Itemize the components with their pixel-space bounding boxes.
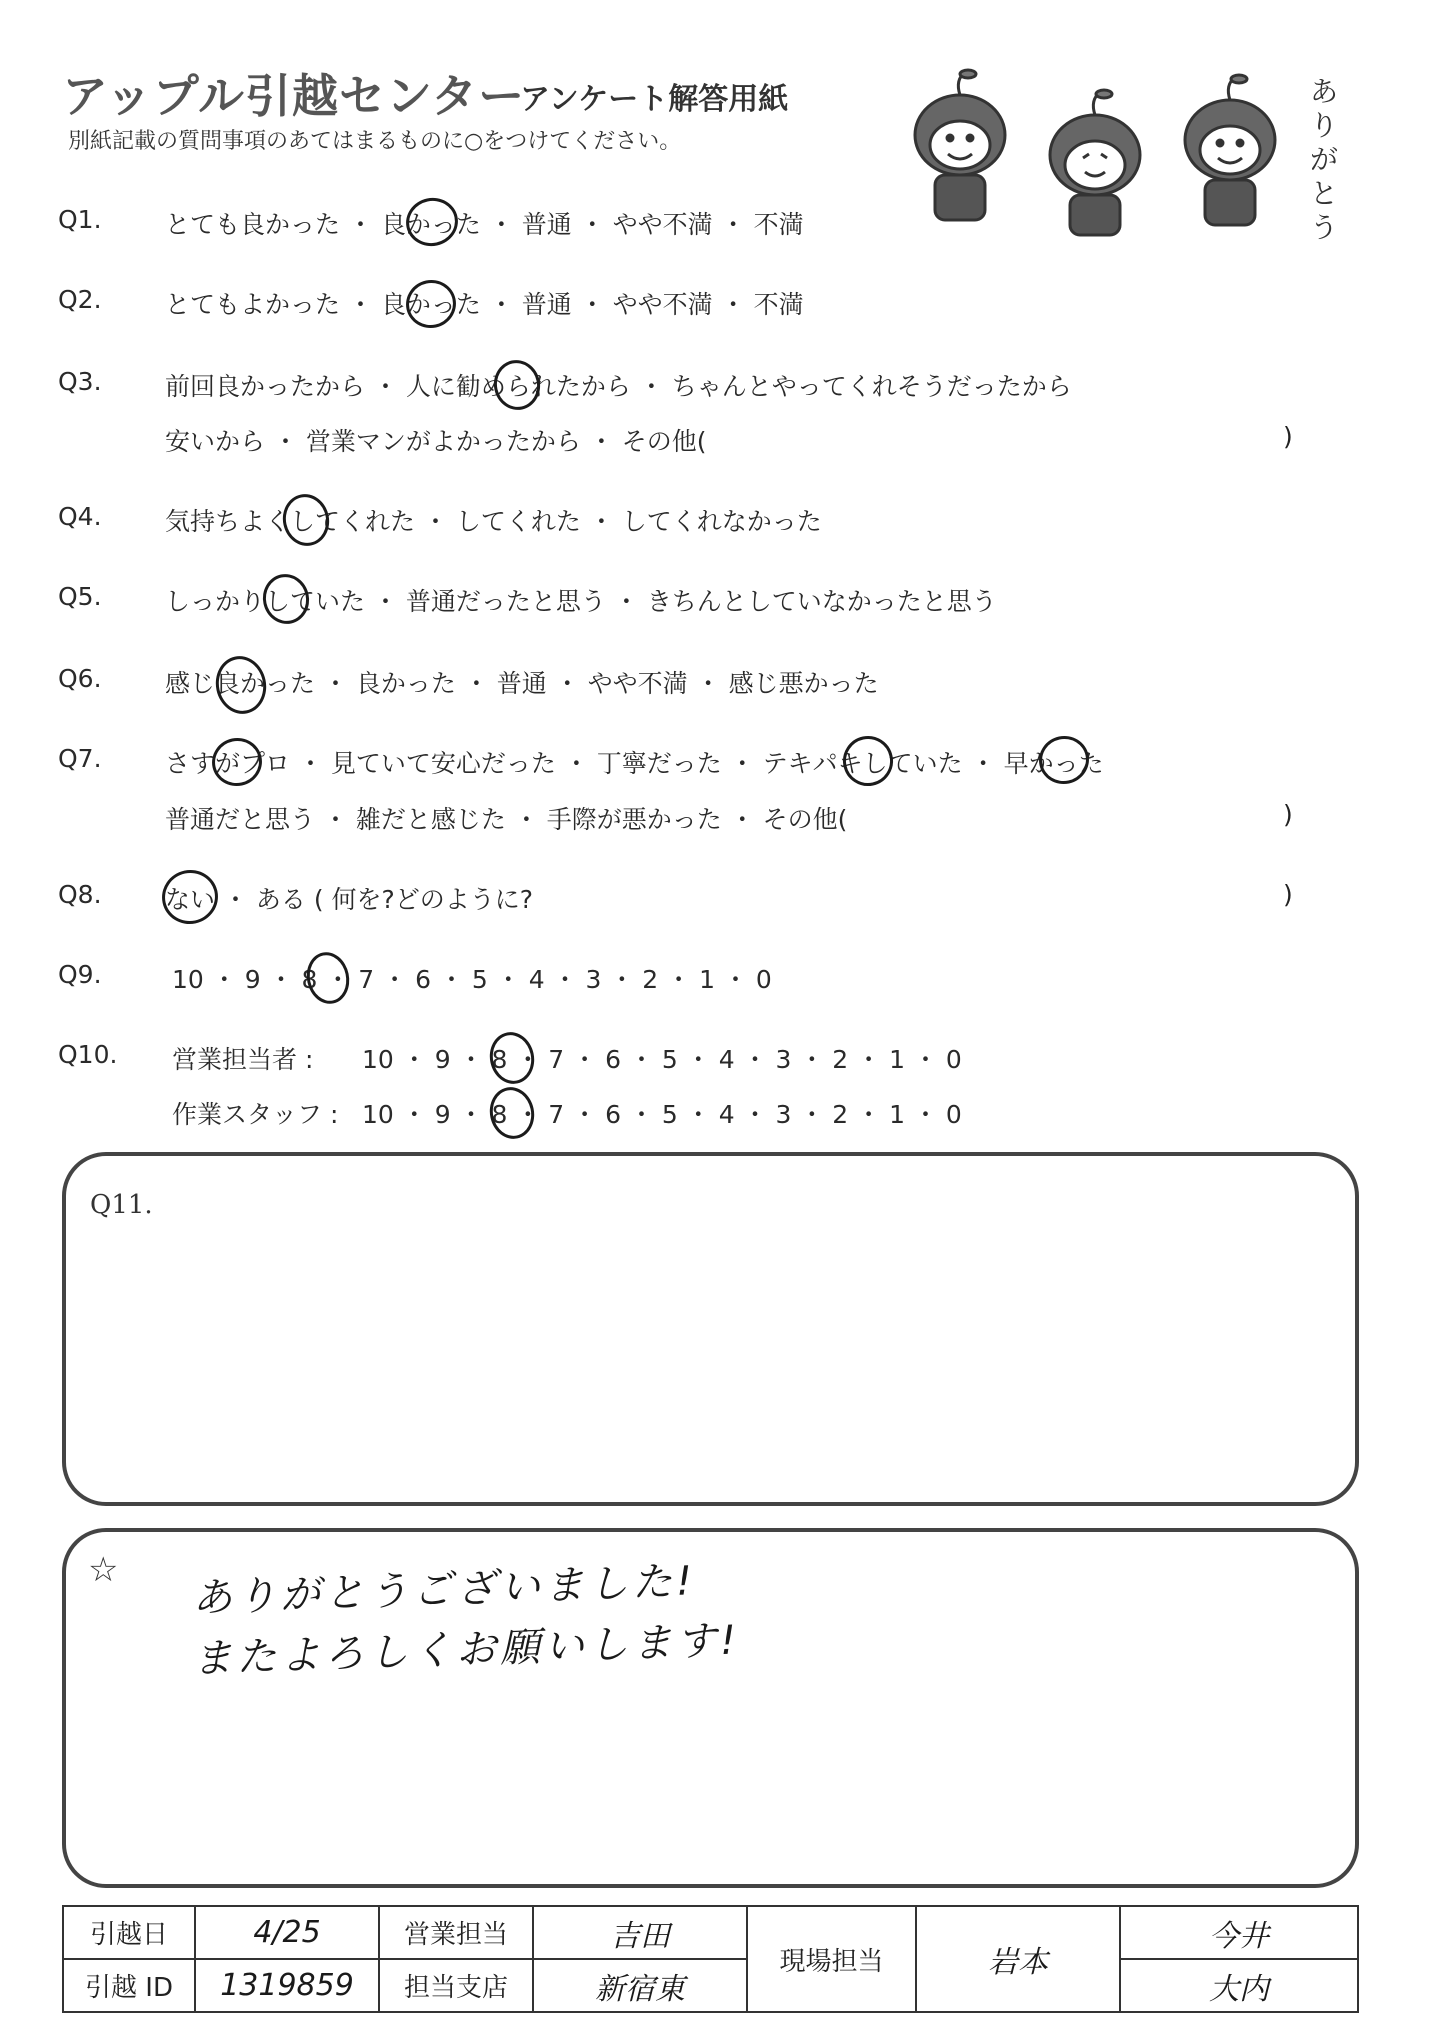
q4-label: Q4.	[58, 502, 102, 531]
page-subtitle: アンケート解答用紙	[520, 82, 789, 117]
answer-circle-mark	[838, 731, 897, 790]
q1-options[interactable]: とても良かった ・ 良かった ・ 普通 ・ やや不満 ・ 不満	[165, 210, 804, 239]
monkey-icon	[1185, 75, 1275, 225]
answer-circle-mark	[211, 651, 272, 718]
answer-circle-mark	[157, 865, 223, 929]
q10-sales-label: 営業担当者 :	[172, 1045, 314, 1074]
q9-label: Q9.	[58, 960, 102, 989]
q10-staff-scale[interactable]: 10 ・ 9 ・ 8 ・ 7 ・ 6 ・ 5 ・ 4 ・ 3 ・ 2 ・ 1 ・ 0	[362, 1100, 962, 1129]
q3-options-line2[interactable]: 安いから ・ 営業マンがよかったから ・ その他(	[165, 427, 707, 456]
moving-id-value[interactable]: 1319859	[195, 1959, 379, 2012]
comment-line-2: またよろしくお願いします!	[191, 1617, 741, 1683]
q5-options[interactable]: しっかりしていた ・ 普通だったと思う ・ きちんとしていなかったと思う	[165, 587, 997, 616]
q6-label: Q6.	[58, 664, 102, 693]
q3-close-paren: )	[1283, 422, 1293, 451]
answer-circle-mark	[489, 356, 544, 414]
answer-circle-mark	[208, 733, 267, 790]
monkey-icon	[1050, 90, 1140, 235]
answer-circle-mark	[302, 948, 354, 1008]
answer-circle-mark	[278, 490, 334, 550]
q5-label: Q5.	[58, 582, 102, 611]
q8-close-paren: )	[1283, 880, 1293, 909]
site-rep-2-value[interactable]: 今井	[1120, 1906, 1358, 1959]
branch-value[interactable]: 新宿東	[533, 1959, 747, 2012]
q7-label: Q7.	[58, 744, 102, 773]
answer-circle-mark	[402, 275, 461, 332]
q6-options[interactable]: 感じ良かった ・ 良かった ・ 普通 ・ やや不満 ・ 感じ悪かった	[165, 669, 879, 698]
moving-date-value[interactable]: 4/25	[195, 1906, 379, 1959]
star-icon: ☆	[88, 1550, 119, 1590]
q8-options[interactable]: ない ・ ある ( 何を?どのように?	[165, 885, 534, 914]
q7-options-line2[interactable]: 普通だと思う ・ 雑だと感じた ・ 手際が悪かった ・ その他(	[165, 805, 848, 834]
q2-options[interactable]: とてもよかった ・ 良かった ・ 普通 ・ やや不満 ・ 不満	[165, 290, 804, 319]
sales-rep-label: 営業担当	[379, 1906, 533, 1959]
answer-circle-mark	[402, 193, 463, 251]
site-rep-1-value[interactable]: 岩本	[916, 1906, 1120, 2012]
q3-label: Q3.	[58, 367, 102, 396]
monkey-icon	[915, 70, 1005, 220]
q1-label: Q1.	[58, 205, 102, 234]
q10-sales-scale[interactable]: 10 ・ 9 ・ 8 ・ 7 ・ 6 ・ 5 ・ 4 ・ 3 ・ 2 ・ 1 ・ 0	[362, 1045, 962, 1074]
page-title: アップル引越センター	[62, 69, 526, 123]
comment-box[interactable]	[62, 1528, 1359, 1888]
q7-options-line1[interactable]: さすがプロ ・ 見ていて安心だった ・ 丁寧だった ・ テキパキしていた ・ 早かった	[165, 749, 1104, 778]
mascot-caption: ありがとう	[1310, 75, 1339, 244]
site-rep-label: 現場担当	[747, 1906, 916, 2012]
moving-date-label: 引越日	[63, 1906, 195, 1959]
footer-info-table	[62, 1905, 1359, 2013]
branch-label: 担当支店	[379, 1959, 533, 2012]
answer-circle-mark	[258, 570, 313, 628]
moving-id-label: 引越 ID	[63, 1959, 195, 2012]
answer-circle-mark	[485, 1028, 539, 1088]
answer-circle-mark	[485, 1083, 539, 1143]
q3-options-line1[interactable]: 前回良かったから ・ 人に勧められたから ・ ちゃんとやってくれそうだったから	[165, 372, 1072, 401]
monkey-mascots-illustration	[900, 60, 1300, 244]
instruction-text: 別紙記載の質問事項のあてはまるものに○をつけてください。	[68, 129, 682, 154]
q11-label: Q11.	[90, 1190, 153, 1220]
answer-circle-mark	[1035, 731, 1094, 788]
sales-rep-value[interactable]: 吉田	[533, 1906, 747, 1959]
q10-staff-label: 作業スタッフ :	[172, 1100, 339, 1129]
q2-label: Q2.	[58, 285, 102, 314]
q11-answer-box[interactable]	[62, 1152, 1359, 1506]
q10-label: Q10.	[58, 1040, 118, 1069]
comment-line-1: ありがとうございました!	[191, 1558, 697, 1622]
q8-label: Q8.	[58, 880, 102, 909]
q4-options[interactable]: 気持ちよくしてくれた ・ してくれた ・ してくれなかった	[165, 507, 822, 536]
q7-close-paren: )	[1283, 800, 1293, 829]
site-rep-3-value[interactable]: 大内	[1120, 1959, 1358, 2012]
q9-scale[interactable]: 10 ・ 9 ・ 8 ・ 7 ・ 6 ・ 5 ・ 4 ・ 3 ・ 2 ・ 1 ・ 0	[172, 965, 772, 994]
